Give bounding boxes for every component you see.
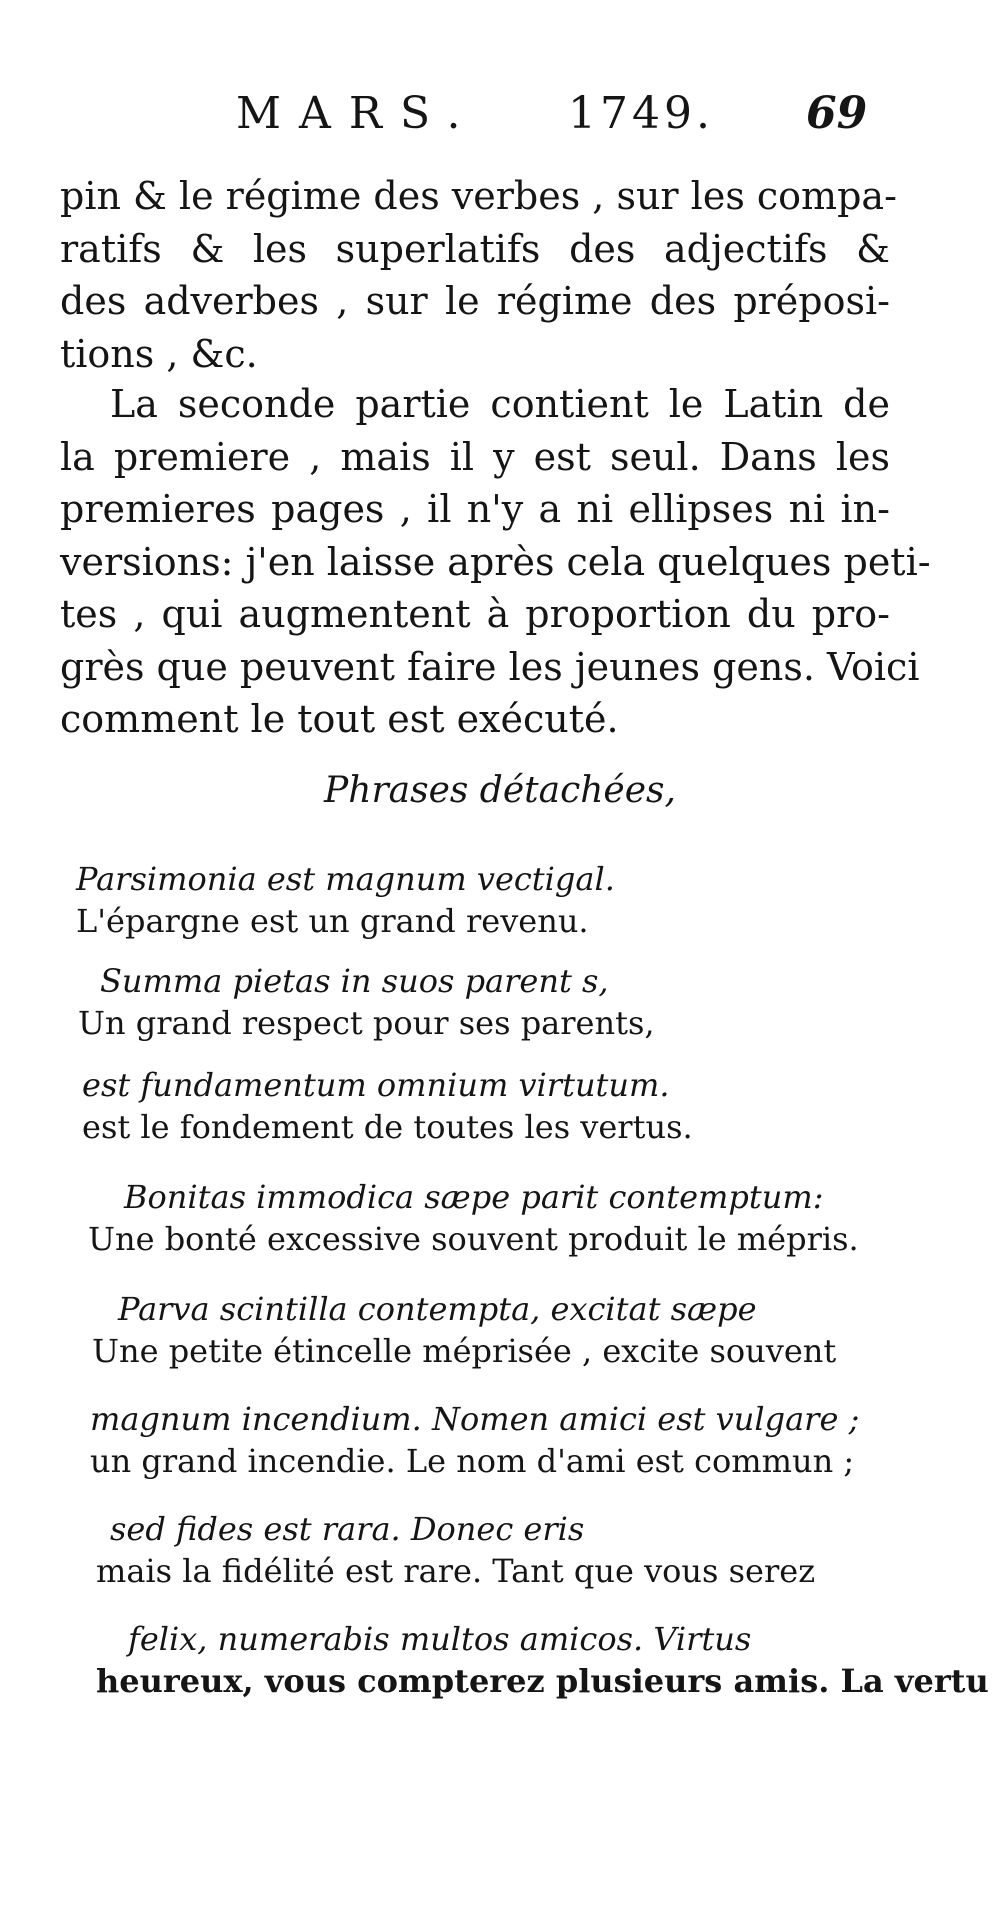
section-title: Phrases détachées, — [324, 770, 676, 811]
french-line: Une bonté excessive souvent produit le mépris. — [88, 1220, 859, 1258]
text-line: tes , qui augmentent à proportion du pro- — [60, 592, 890, 636]
paragraph-continuation — [60, 170, 897, 380]
text-line: ratifs & les superlatifs des adjectifs & — [60, 226, 890, 271]
text-line: La seconde partie contient le Latin de — [110, 382, 890, 426]
phrase-pair — [0, 1510, 1000, 1610]
text-line: des adverbes , sur le régime des préposi- — [60, 279, 890, 323]
running-header — [0, 88, 1000, 148]
latin-line: Parva scintilla contempta, excitat sæpe — [118, 1290, 757, 1328]
latin-line: Parsimonia est magnum vectigal. — [76, 860, 615, 898]
french-line: est le fondement de toutes les vertus. — [82, 1108, 693, 1146]
phrase-pair — [0, 1400, 1000, 1500]
text-line: la premiere , mais il y est seul. Dans les — [60, 434, 890, 479]
latin-line: magnum incendium. Nomen amici est vulgare ; — [90, 1400, 860, 1438]
page-number: 69 — [806, 88, 868, 139]
phrase-pair — [0, 1620, 1000, 1720]
latin-line: est fundamentum omnium virtutum. — [82, 1066, 670, 1104]
latin-line: sed fides est rara. Donec eris — [110, 1510, 585, 1548]
header-month: MARS. — [236, 88, 479, 139]
french-line: L'épargne est un grand revenu. — [76, 902, 589, 940]
french-line: Une petite étincelle méprisée , excite souvent — [92, 1332, 837, 1370]
phrase-pair — [0, 860, 1000, 960]
latin-line: felix, numerabis multos amicos. Virtus — [128, 1620, 752, 1658]
french-line: Un grand respect pour ses parents, — [78, 1004, 655, 1042]
latin-line: Summa pietas in suos parent s, — [100, 962, 609, 1000]
phrase-pair — [0, 962, 1000, 1062]
phrase-pair — [0, 1066, 1000, 1166]
latin-line: Bonitas immodica sæpe parit contemptum: — [124, 1178, 824, 1216]
text-line: premieres pages , il n'y a ni ellipses ni in- — [60, 487, 890, 531]
french-line: mais la fidélité est rare. Tant que vous serez — [96, 1552, 816, 1590]
text-line: grès que peuvent faire les jeunes gens. Voici — [60, 644, 920, 689]
paragraph-second-part — [60, 378, 931, 746]
text-line: tions , &c. — [60, 331, 258, 376]
text-line: pin & le régime des verbes , sur les compa- — [60, 174, 897, 218]
phrase-pair — [0, 1178, 1000, 1278]
text-line: versions: j'en laisse après cela quelques peti- — [60, 539, 931, 584]
french-line: heureux, vous compterez plusieurs amis. La vertu — [96, 1662, 989, 1700]
phrase-pair — [0, 1290, 1000, 1390]
header-year: 1749. — [568, 88, 714, 139]
text-line: comment le tout est exécuté. — [60, 697, 619, 741]
french-line: un grand incendie. Le nom d'ami est commun ; — [90, 1442, 855, 1480]
